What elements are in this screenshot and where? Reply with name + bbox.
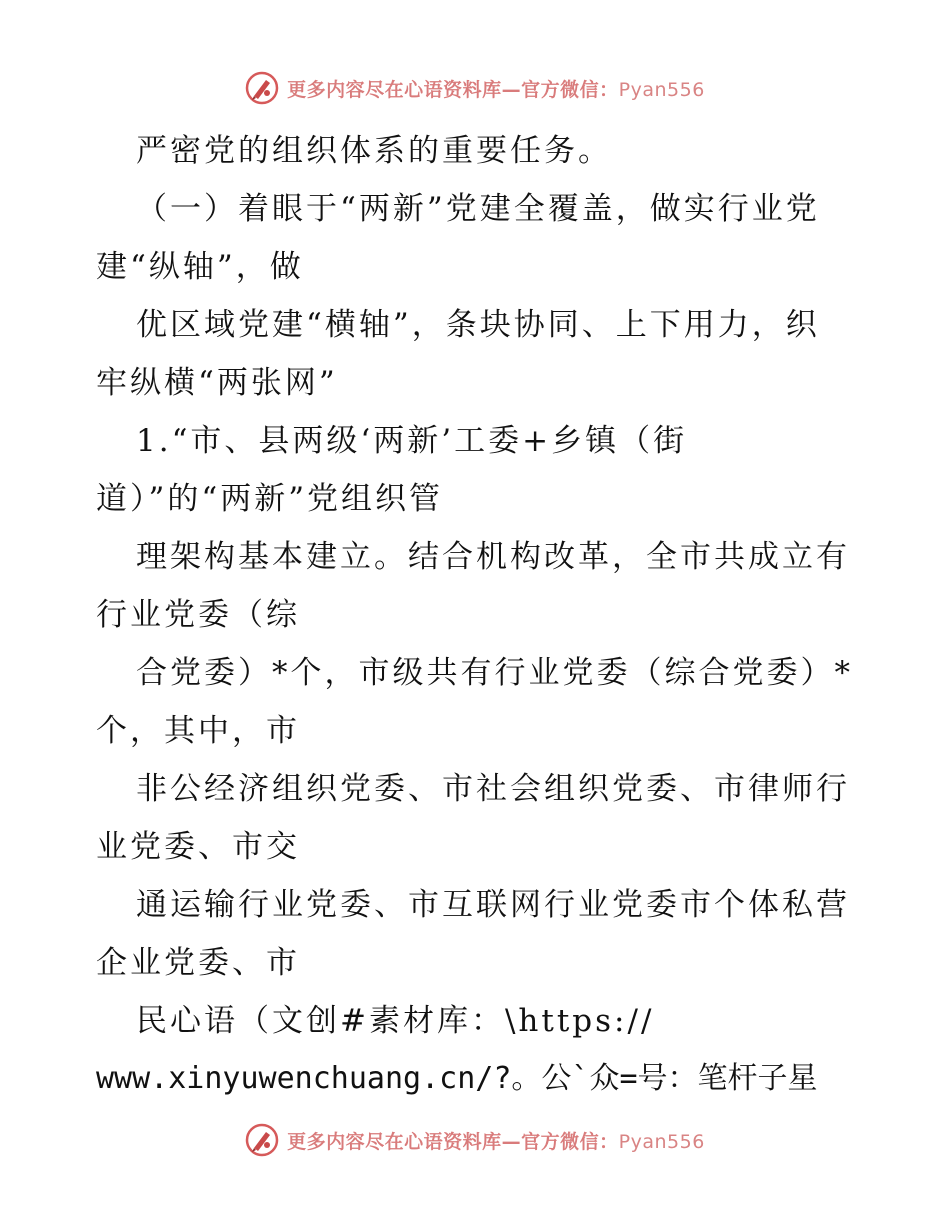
text-line: 理架构基本建立。结合机构改革，全市共成立有 xyxy=(136,539,850,575)
banner-handle: Pyan556 xyxy=(618,78,705,101)
text-line: 合党委）*个，市级共有行业党委（综合党委）* xyxy=(136,655,853,691)
footer-banner xyxy=(0,1122,950,1158)
text-line: 道）”的“两新”党组织管 xyxy=(96,481,444,517)
pen-seal-icon xyxy=(245,71,279,105)
text-line: 个，其中，市 xyxy=(96,713,300,749)
text-line: www.xinyuwenchuang.cn/?。公`众=号：笔杆子星 xyxy=(96,1061,818,1096)
banner-text: 更多内容尽在心语资料库—官方微信：Pyan556 xyxy=(287,1130,705,1153)
text-line: 严密党的组织体系的重要任务。 xyxy=(136,133,612,169)
text-line: 建“纵轴”，做 xyxy=(96,249,304,285)
document-body xyxy=(96,122,876,1108)
text-line: 通运输行业党委、市互联网行业党委市个体私营 xyxy=(136,887,850,923)
text-line: 行业党委（综 xyxy=(96,597,300,633)
pen-seal-icon xyxy=(245,1123,279,1157)
text-line: 企业党委、市 xyxy=(96,945,300,981)
banner-handle: Pyan556 xyxy=(618,1130,705,1153)
text-line: 非公经济组织党委、市社会组织党委、市律师行 xyxy=(136,771,850,807)
text-line: 优区域党建“横轴”，条块协同、上下用力，织 xyxy=(136,307,820,343)
text-line: 民心语（文创#素材库：\https:// xyxy=(136,1003,655,1039)
banner-text: 更多内容尽在心语资料库—官方微信：Pyan556 xyxy=(287,78,705,101)
text-line: 业党委、市交 xyxy=(96,829,300,865)
text-line: 1.“市、县两级‘两新’工委+乡镇（街 xyxy=(136,423,688,459)
text-line: （一）着眼于“两新”党建全覆盖，做实行业党 xyxy=(136,191,820,227)
header-banner xyxy=(0,70,950,106)
text-line: 牢纵横“两张网” xyxy=(96,365,338,401)
